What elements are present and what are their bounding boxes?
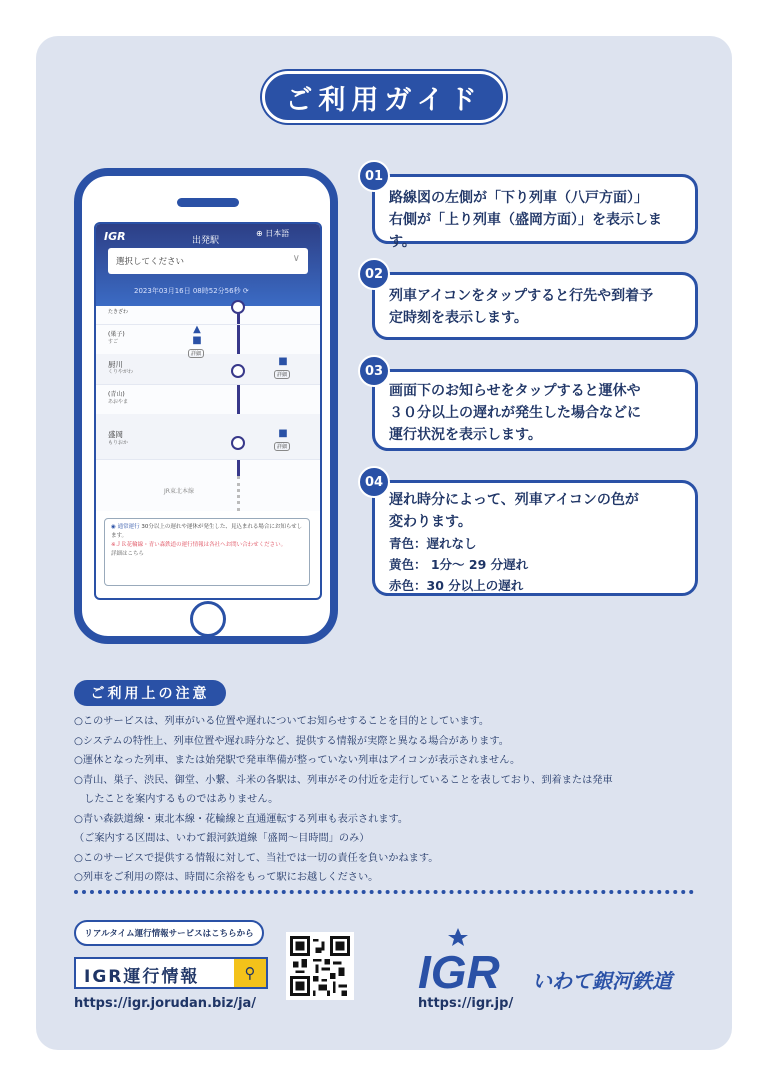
route-track-continuation xyxy=(237,476,240,511)
datetime-text: 2023年03月16日 08時52分56秒 xyxy=(134,287,241,295)
search-text: IGR運行情報 xyxy=(84,967,200,987)
note-item: ○このサービスで提供する情報に対して、当社では一切の責任を負いかねます。 xyxy=(74,852,439,864)
service-url[interactable]: https://igr.jorudan.biz/ja/ xyxy=(74,996,257,1011)
globe-icon: ⊕ xyxy=(256,229,263,238)
step-01-box xyxy=(372,174,698,250)
note-item: ○運休となった列車、または始発駅で発車準備が整っていない列車はアイコンが表示されません。 xyxy=(74,755,521,766)
refresh-icon[interactable]: ⟳ xyxy=(242,287,249,295)
note-item: ○青い森鉄道線・東北本線・花輪線と直通運転する列車も表示されます。 xyxy=(74,813,409,825)
select-value: 選択してください xyxy=(116,257,185,267)
step-03-box xyxy=(372,369,698,451)
dotted-divider xyxy=(74,890,694,894)
app-screen xyxy=(94,222,322,600)
station-kana: たきざわ xyxy=(108,309,129,315)
step-text: 変わります。 xyxy=(389,514,472,530)
language-label: 日本語 xyxy=(265,229,290,238)
step-text: ３０分以上の遅れが発生した場合などに xyxy=(389,405,641,421)
step-badge-03: 03 xyxy=(358,355,390,387)
station-row[interactable] xyxy=(96,324,320,355)
departure-station-select[interactable] xyxy=(108,248,308,274)
step-02-box xyxy=(372,272,698,340)
station-dot xyxy=(231,300,245,314)
app-header-title: 出発駅 xyxy=(192,236,220,246)
step-text: 運行状況を表示します。 xyxy=(389,427,542,443)
step-04-box xyxy=(372,480,698,596)
step-text: 列車アイコンをタップすると行先や到着予 xyxy=(389,288,654,304)
train-icon-down[interactable]: ▲ ■ xyxy=(192,324,202,346)
delay-legend-yellow: 黄色： 1分～ 29 分遅れ xyxy=(389,557,529,572)
note-item: ○列車をご利用の際は、時間に余裕をもって駅にお越しください。 xyxy=(74,872,379,883)
notice-more-link[interactable]: 詳細はこちら xyxy=(111,551,145,557)
station-name: (青山) xyxy=(108,391,125,398)
app-logo: IGR xyxy=(104,230,126,243)
station-name: 厨川 xyxy=(108,360,123,369)
page-title: ご利用ガイド xyxy=(262,71,506,123)
service-notice[interactable] xyxy=(104,518,310,586)
status-text: 通常運行 xyxy=(117,524,140,530)
phone-speaker xyxy=(177,198,239,207)
step-badge-01: 01 xyxy=(358,160,390,192)
step-text: 右側が「上り列車（盛岡方面）」を表示します。 xyxy=(389,212,662,250)
notes-list xyxy=(74,712,714,888)
detail-tag[interactable]: 詳細 xyxy=(274,442,290,451)
chevron-down-icon: ∨ xyxy=(292,253,300,264)
home-url[interactable]: https://igr.jp/ xyxy=(418,996,514,1011)
station-row[interactable] xyxy=(96,384,320,415)
station-kana: くりやがわ xyxy=(108,369,134,375)
station-name: 盛岡 xyxy=(108,430,123,439)
step-text: 遅れ時分によって、列車アイコンの色が xyxy=(389,492,639,508)
train-icon-up[interactable]: ■ xyxy=(278,428,288,439)
station-row[interactable] xyxy=(96,294,320,325)
realtime-service-label: リアルタイム運行情報サービスはこちらから xyxy=(74,920,264,946)
note-item: ○このサービスは、列車がいる位置や遅れについてお知らせすることを目的としています。 xyxy=(74,716,490,727)
note-item: ○システムの特性上、列車位置や遅れ時分など、提供する情報が実際と異なる場合があります。 xyxy=(74,735,509,747)
station-kana: もりおか xyxy=(108,440,129,446)
train-icon-up[interactable]: ■ xyxy=(278,356,288,367)
phone-mockup xyxy=(74,168,338,644)
station-dot xyxy=(231,436,245,450)
notice-line2: ※ＪＲ花輪線・青い森鉄道の運行情報は各社へお問い合わせください。 xyxy=(111,542,287,548)
note-item: （ご案内する区間は、いわて銀河鉄道線「盛岡～目時間」のみ） xyxy=(74,833,370,844)
jr-line-label: JR東北本線 xyxy=(164,488,194,495)
note-item: ○青山、巣子、渋民、御堂、小繋、斗米の各駅は、列車がその付近を走行していることを表しており、到着または発車 xyxy=(74,774,613,786)
delay-legend-blue: 青色：遅れなし xyxy=(389,536,477,551)
step-text: 定時刻を表示します。 xyxy=(389,310,528,326)
search-icon[interactable]: ⚲ xyxy=(234,959,266,987)
delay-legend-red: 赤色：30 分以上の遅れ xyxy=(389,578,524,593)
notice-line1: 30分以上の遅れや運休が発生した、見込まれる場合にお知らせします。 xyxy=(111,524,303,539)
igr-logo-text: IGR xyxy=(418,946,500,996)
station-dot xyxy=(231,364,245,378)
station-name: (巣子) xyxy=(108,331,125,338)
step-badge-04: 04 xyxy=(358,466,390,498)
igr-logo xyxy=(416,926,696,996)
qr-code[interactable] xyxy=(286,932,354,1000)
notes-title: ご利用上の注意 xyxy=(74,680,226,706)
step-text: 路線図の左側が「下り列車（八戸方面）」 xyxy=(389,190,648,206)
note-item: したことを案内するものではありません。 xyxy=(74,794,279,805)
route-map xyxy=(96,306,320,511)
search-box[interactable] xyxy=(74,957,268,989)
detail-tag[interactable]: 詳細 xyxy=(274,370,290,379)
detail-tag[interactable]: 詳細 xyxy=(188,349,204,358)
phone-home-button xyxy=(190,601,226,637)
status-icon: ◉ xyxy=(111,524,116,530)
step-badge-02: 02 xyxy=(358,258,390,290)
language-button[interactable] xyxy=(256,228,289,239)
company-name: いわて銀河鉄道 xyxy=(532,969,672,993)
step-text: 画面下のお知らせをタップすると運休や xyxy=(389,383,641,399)
station-kana: すご xyxy=(108,339,119,345)
station-kana: あおやま xyxy=(108,399,129,405)
